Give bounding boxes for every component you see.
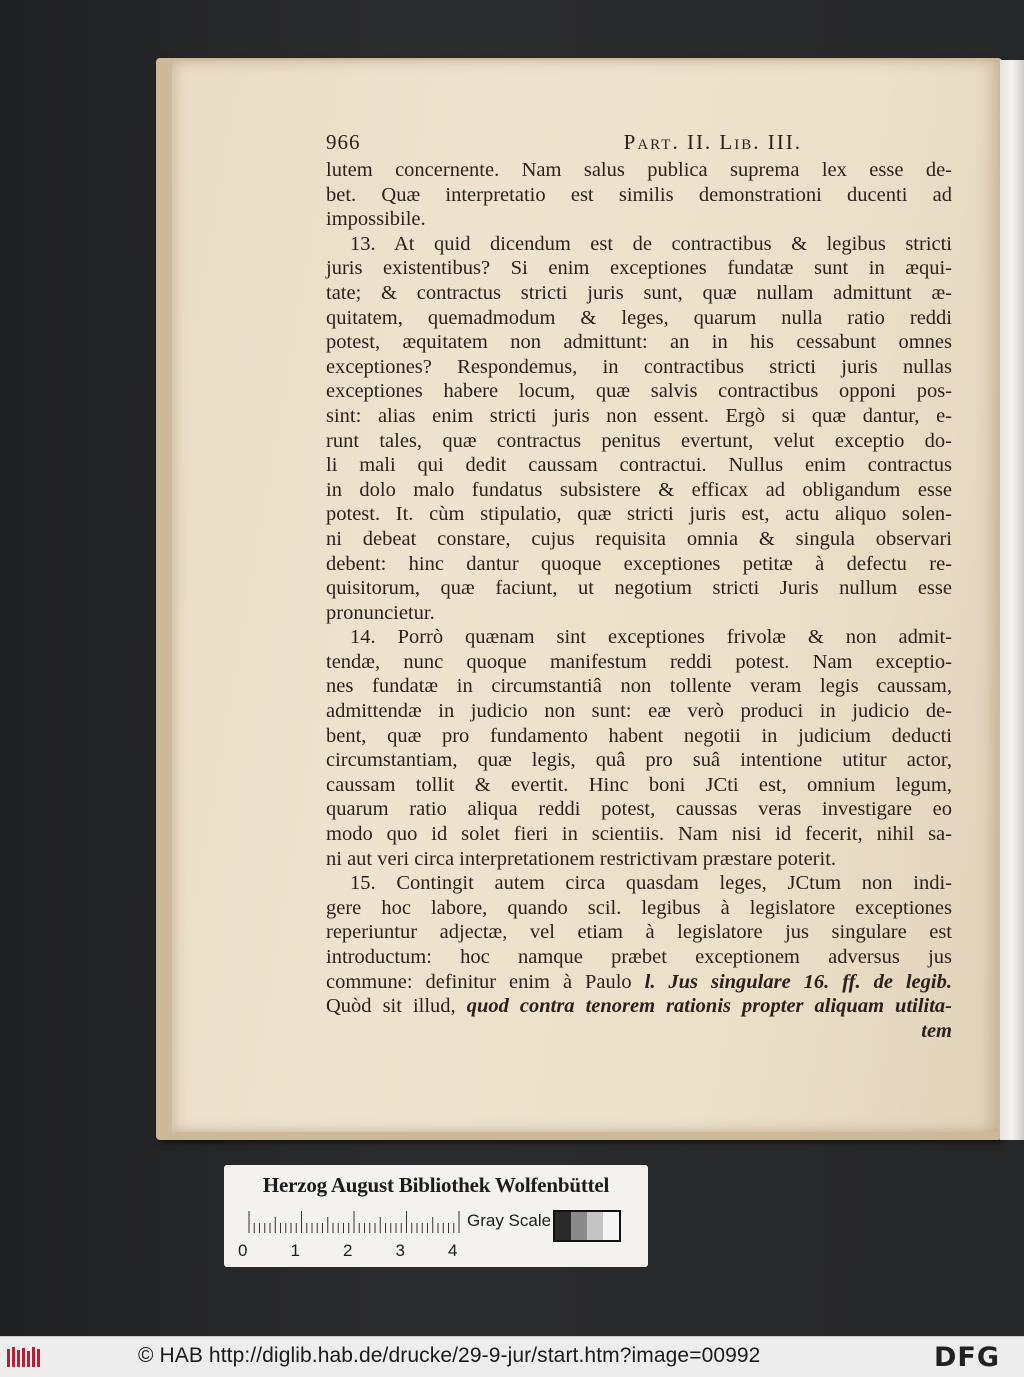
ruler-number: 4 — [448, 1241, 458, 1260]
text-line: potest. It. cùm stipulatio, quæ stricti juris est, actu aliquo solen- — [326, 503, 952, 526]
text-line: bent, quæ pro fundamento habent negotii in judicium deducti — [326, 724, 952, 747]
text-line: admittendæ in judicio non sunt: eæ verò produci in judicio de- — [326, 700, 952, 723]
text-line: juris existentibus? Si enim exceptiones fundatæ sunt in æqui- — [326, 257, 952, 280]
source-link[interactable]: © HAB http://diglib.hab.de/drucke/29-9-jur/start.htm?image=00992 — [138, 1344, 761, 1367]
card-title: Herzog August Bibliothek Wolfenbüttel — [262, 1173, 610, 1197]
page-text-block — [326, 130, 952, 1043]
text-line: lutem concernente. Nam salus publica suprema lex esse de- — [326, 159, 952, 181]
gray-swatch — [587, 1212, 603, 1240]
text-line: potest, æquitatem non admittunt: an in his cessabunt omnes — [326, 331, 952, 354]
ruler-scale — [244, 1209, 464, 1233]
gray-swatch — [603, 1212, 619, 1240]
text-line: li mali qui dedit caussam contractui. Nullus enim contractus — [326, 454, 952, 477]
footer-bar — [0, 1336, 1024, 1377]
text-line — [326, 994, 952, 1019]
text-line-part: Quòd sit illud, — [326, 995, 467, 1018]
ruler-number: 0 — [238, 1241, 248, 1260]
text-line: quarum ratio aliqua reddi potest, caussas veras investigare eo — [326, 798, 952, 821]
ruler-numbers — [238, 1241, 478, 1261]
running-head — [326, 130, 952, 158]
text-line: exceptiones? Respondemus, in contractibus stricti juris nullas — [326, 355, 952, 378]
binding-strip — [1000, 60, 1024, 1140]
gray-scale-swatches — [553, 1210, 621, 1242]
text-line: ni aut veri circa interpretationem restrictivam præstare poterit. — [326, 847, 837, 870]
page-number: 966 — [326, 130, 361, 154]
text-line: ni debeat constare, cujus requisita omnia & singula observari — [326, 527, 952, 550]
section-heading: Part. II. Lib. III. — [623, 130, 802, 154]
text-line: 15. Contingit autem circa quasdam leges, JCtum non indi- — [350, 872, 952, 895]
text-line: runt tales, quæ contractus penitus evertunt, velut exceptio do- — [326, 429, 952, 452]
text-line: debent: hinc dantur quoque exceptiones petitæ à defectu re- — [326, 552, 952, 575]
text-line: bet. Quæ interpretatio est similis demonstrationi ducenti ad — [326, 183, 952, 206]
text-line: modo quo id solet fieri in scientiis. Nam nisi id fecerit, nihil sa- — [326, 823, 952, 846]
gray-swatch — [555, 1212, 571, 1240]
text-line: reperiuntur adjectæ, vel etiam à legislatore jus singulare est — [326, 921, 952, 944]
ruler-number: 2 — [343, 1241, 353, 1260]
text-line-part: commune: definitur enim à Paulo — [326, 970, 645, 993]
definition-italic: quod contra tenorem rationis propter aliquam utilita- — [466, 995, 952, 1018]
ruler-number: 1 — [290, 1241, 300, 1260]
gray-swatch — [571, 1212, 587, 1240]
text-line: quitatem, quemadmodum & leges, quarum nulla ratio reddi — [326, 306, 952, 329]
ruler-number: 3 — [395, 1241, 405, 1260]
gray-scale-label: Gray Scale — [467, 1211, 552, 1230]
text-line: sint: alias enim stricti juris non essent. Ergò si quæ dantur, e- — [326, 404, 952, 427]
text-line: in dolo malo fundatus subsistere & efficax ad obligandum esse — [326, 478, 952, 501]
text-line: tendæ, nunc quoque manifestum reddi potest. Nam exceptio- — [326, 650, 952, 673]
text-line: circumstantiam, quæ legis, quâ pro suâ intentione utitur actor, — [326, 749, 952, 772]
text-line: 13. At quid dicendum est de contractibus & legibus stricti — [350, 232, 952, 255]
catchword: tem — [921, 1019, 952, 1042]
text-line: exceptiones habere locum, quæ salvis contractibus opponi pos- — [326, 380, 952, 403]
body-lines — [326, 158, 952, 970]
color-card — [224, 1165, 648, 1267]
citation-italic: l. Jus singulare 16. ff. de legib. — [644, 970, 952, 993]
text-line — [326, 970, 952, 995]
text-line: pronuncietur. — [326, 601, 435, 624]
text-line: tate; & contractus stricti juris sunt, quæ nullam admittunt æ- — [326, 281, 952, 304]
text-line: caussam tollit & evertit. Hinc boni JCti est, omnium legum, — [326, 773, 952, 796]
text-line: 14. Porrò quænam sint exceptiones frivolæ & non admit- — [350, 626, 952, 649]
hab-logo-icon — [6, 1346, 44, 1370]
text-line: impossibile. — [326, 208, 426, 231]
text-line: quisitorum, quæ faciunt, ut negotium stricti Juris nullum esse — [326, 577, 952, 600]
text-line: nes fundatæ in circumstantiâ non tollente veram legis caussam, — [326, 675, 952, 698]
text-line: introductum: hoc namque præbet exceptionem adversus jus — [326, 946, 952, 968]
dfg-logo: DFG — [934, 1342, 1001, 1373]
text-line: gere hoc labore, quando scil. legibus à legislatore exceptiones — [326, 896, 952, 919]
